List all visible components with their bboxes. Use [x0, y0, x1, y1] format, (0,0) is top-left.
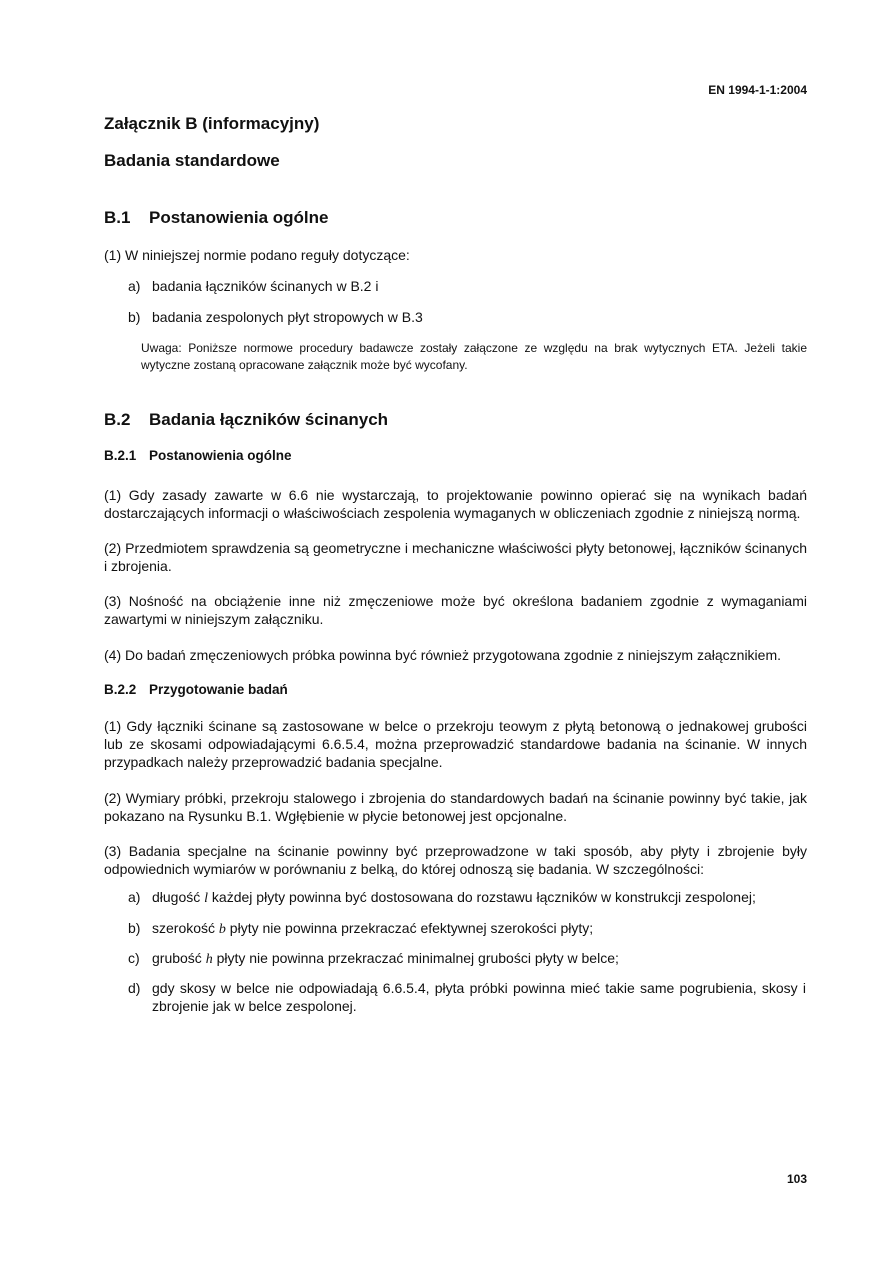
paragraph: (3) Badania specjalne na ścinanie powinny być przeprowadzone w taki sposób, aby płyty i zbrojenie były odpowiednich wymiarów w porównaniu z belką, do której odnoszą się badania. W szczególności: — [104, 843, 807, 877]
list-text: badania zespolonych płyt stropowych w B.3 — [152, 309, 423, 325]
subsection-number: B.2.1 — [104, 448, 137, 463]
paragraph: (3) Nośność na obciążenie inne niż zmęczeniowe może być określona badaniem zgodnie z wymaganiami zawartymi w niniejszym załączniku. — [104, 593, 807, 627]
math-symbol: h — [205, 952, 213, 967]
document-code: EN 1994-1-1:2004 — [708, 83, 807, 97]
list-item — [128, 949, 808, 969]
list-text-part: długość — [152, 889, 205, 905]
list-text-part: każdej płyty powinna być dostosowana do rozstawu łączników w konstrukcji zespolonej; — [208, 889, 756, 905]
list-label: d) — [128, 980, 141, 996]
paragraph: (4) Do badań zmęczeniowych próbka powinna być również przygotowana zgodnie z niniejszym załącznikiem. — [104, 647, 781, 663]
math-symbol: l — [204, 891, 209, 906]
paragraph: (1) Gdy zasady zawarte w 6.6 nie wystarczają, to projektowanie powinno opierać się na wynikach badań dostarczających informacji o właściwościach zespolenia wymaganych w obliczeniach zgodnie z niniejszą normą. — [104, 487, 807, 521]
subsection-title: Przygotowanie badań — [149, 682, 288, 697]
list-item — [128, 308, 808, 326]
list-text — [152, 949, 806, 969]
list-text: gdy skosy w belce nie odpowiadają 6.6.5.4, płyta próbki powinna mieć takie same pogrubienia, skosy i zbrojenie jak w belce zespolonej. — [152, 980, 806, 1014]
section-b2-heading — [104, 410, 388, 430]
section-number: B.2 — [104, 410, 131, 429]
section-b1-heading — [104, 208, 328, 228]
list-text-part: szerokość — [152, 920, 219, 936]
math-symbol: b — [218, 922, 226, 937]
list-text-part: płyty nie powinna przekraczać minimalnej grubości płyty w belce; — [212, 950, 619, 966]
list-item — [128, 979, 808, 1015]
annex-title: Załącznik B (informacyjny) — [104, 114, 320, 133]
paragraph: (2) Przedmiotem sprawdzenia są geometryczne i mechaniczne właściwości płyty betonowej, łączników ścinanych i zbrojenia. — [104, 540, 807, 574]
list-text-part: grubość — [152, 950, 206, 966]
page-number: 103 — [786, 1172, 807, 1186]
list-text — [152, 919, 806, 939]
paragraph: (2) Wymiary próbki, przekroju stalowego i zbrojenia do standardowych badań na ścinanie powinny być takie, jak pokazano na Rysunku B.1. Wgłębienie w płycie betonowej jest opcjonalne. — [104, 790, 807, 824]
list-label: b) — [128, 920, 141, 936]
list-item — [128, 919, 808, 939]
section-title: Postanowienia ogólne — [149, 208, 329, 227]
section-title: Badania łączników ścinanych — [149, 410, 389, 429]
subsection-b21-heading — [104, 448, 292, 463]
list-label: a) — [128, 889, 141, 905]
list-label: c) — [128, 950, 140, 966]
subsection-b22-heading — [104, 682, 288, 697]
section-number: B.1 — [104, 208, 131, 227]
annex-subtitle: Badania standardowe — [104, 151, 280, 170]
list-item — [128, 277, 808, 295]
paragraph: (1) W niniejszej normie podano reguły dotyczące: — [104, 247, 410, 263]
paragraph: (1) Gdy łączniki ścinane są zastosowane w belce o przekroju teowym z płytą betonową o jednakowej grubości lub ze skosami odpowiadającymi 6.6.5.4, można przeprowadzić standardowe badania na ścinanie. W innych przypadkach należy przeprowadzić badania specjalne. — [104, 718, 807, 770]
list-label: b) — [128, 309, 141, 325]
subsection-title: Postanowienia ogólne — [149, 448, 292, 463]
note: Uwaga: Poniższe normowe procedury badawcze zostały załączone ze względu na brak wytycznych ETA. Jeżeli takie wytyczne zostaną opracowane załącznik może być wycofany. — [141, 341, 807, 372]
list-label: a) — [128, 278, 141, 294]
list-text: badania łączników ścinanych w B.2 i — [152, 278, 379, 294]
subsection-number: B.2.2 — [104, 682, 137, 697]
list-text — [152, 888, 806, 908]
list-item — [128, 888, 808, 908]
list-text-part: płyty nie powinna przekraczać efektywnej szerokości płyty; — [225, 920, 594, 936]
